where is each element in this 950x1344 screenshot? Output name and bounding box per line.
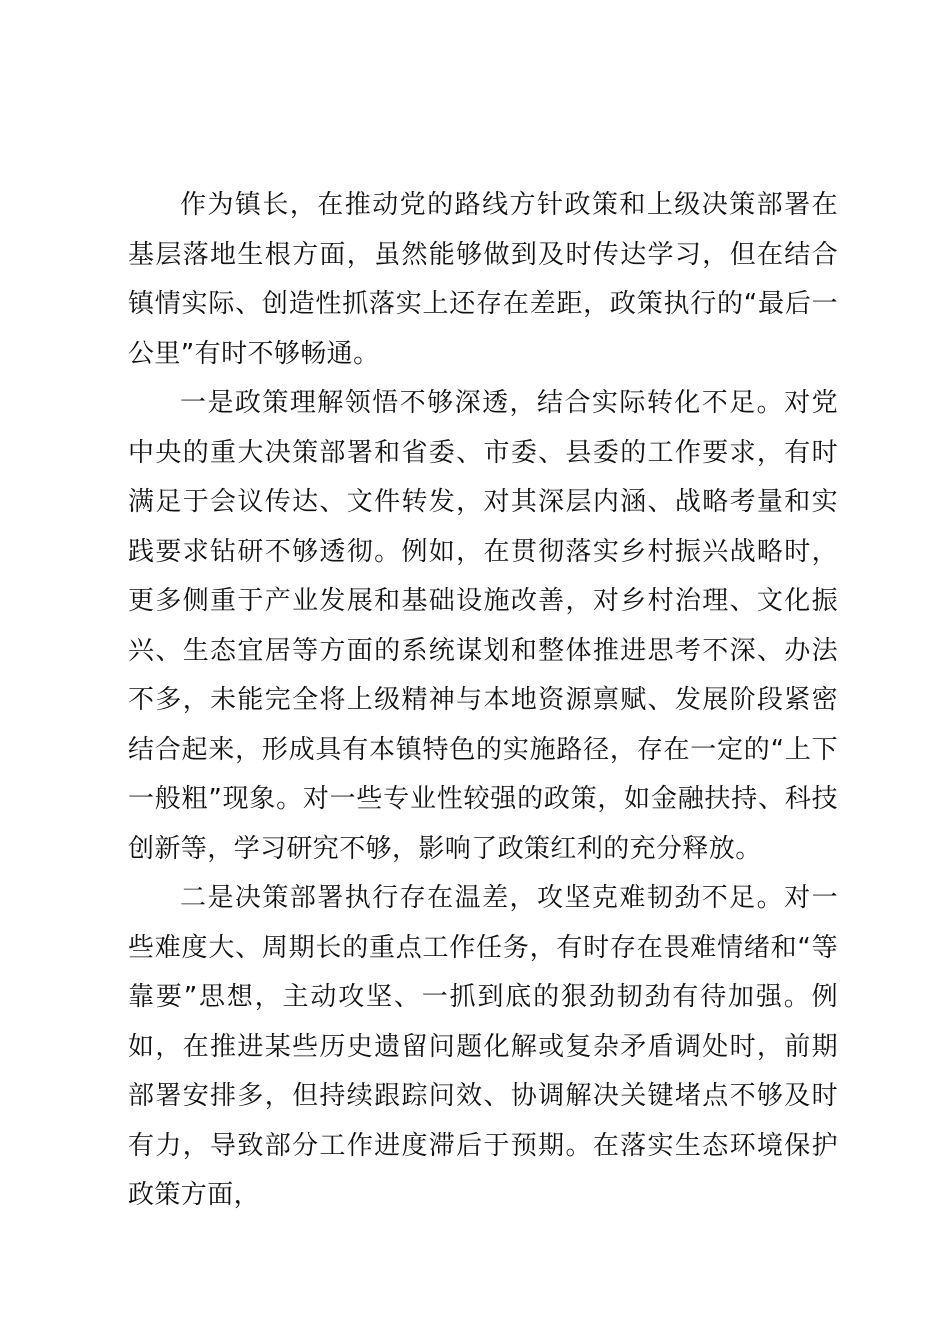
paragraph-point-one: 一是政策理解领悟不够深透，结合实际转化不足。对党中央的重大决策部署和省委、市委、县委的工作要求，有时满足于会议传达、文件转发，对其深层内涵、战略考量和实践要求钻研不够透彻。例如，在贯彻落实乡村振兴战略时，更多侧重于产业发展和基础设施改善，对乡村治理、文化振兴、生态宜居等方面的系统谋划和整体推进思考不深、办法不多，未能完全将上级精神与本地资源禀赋、发展阶段紧密结合起来，形成具有本镇特色的实施路径，存在一定的“上下一般粗”现象。对一些专业性较强的政策，如金融扶持、科技创新等，学习研究不够，影响了政策红利的充分释放。 bbox=[128, 388, 838, 864]
paragraph-intro: 作为镇长，在推动党的路线方针政策和上级决策部署在基层落地生根方面，虽然能够做到及时传达学习，但在结合镇情实际、创造性抓落实上还存在差距，政策执行的“最后一公里”有时不够畅通。 bbox=[128, 190, 838, 369]
paragraph-point-two: 二是决策部署执行存在温差，攻坚克难韧劲不足。对一些难度大、周期长的重点工作任务，有时存在畏难情绪和“等靠要”思想，主动攻坚、一抓到底的狠劲韧劲有待加强。例如，在推进某些历史遗留问题化解或复杂矛盾调处时，前期部署安排多，但持续跟踪问效、协调解决关键堵点不够及时有力，导致部分工作进度滞后于预期。在落实生态环境保护政策方面， bbox=[128, 883, 838, 1210]
document-body bbox=[128, 181, 838, 1221]
